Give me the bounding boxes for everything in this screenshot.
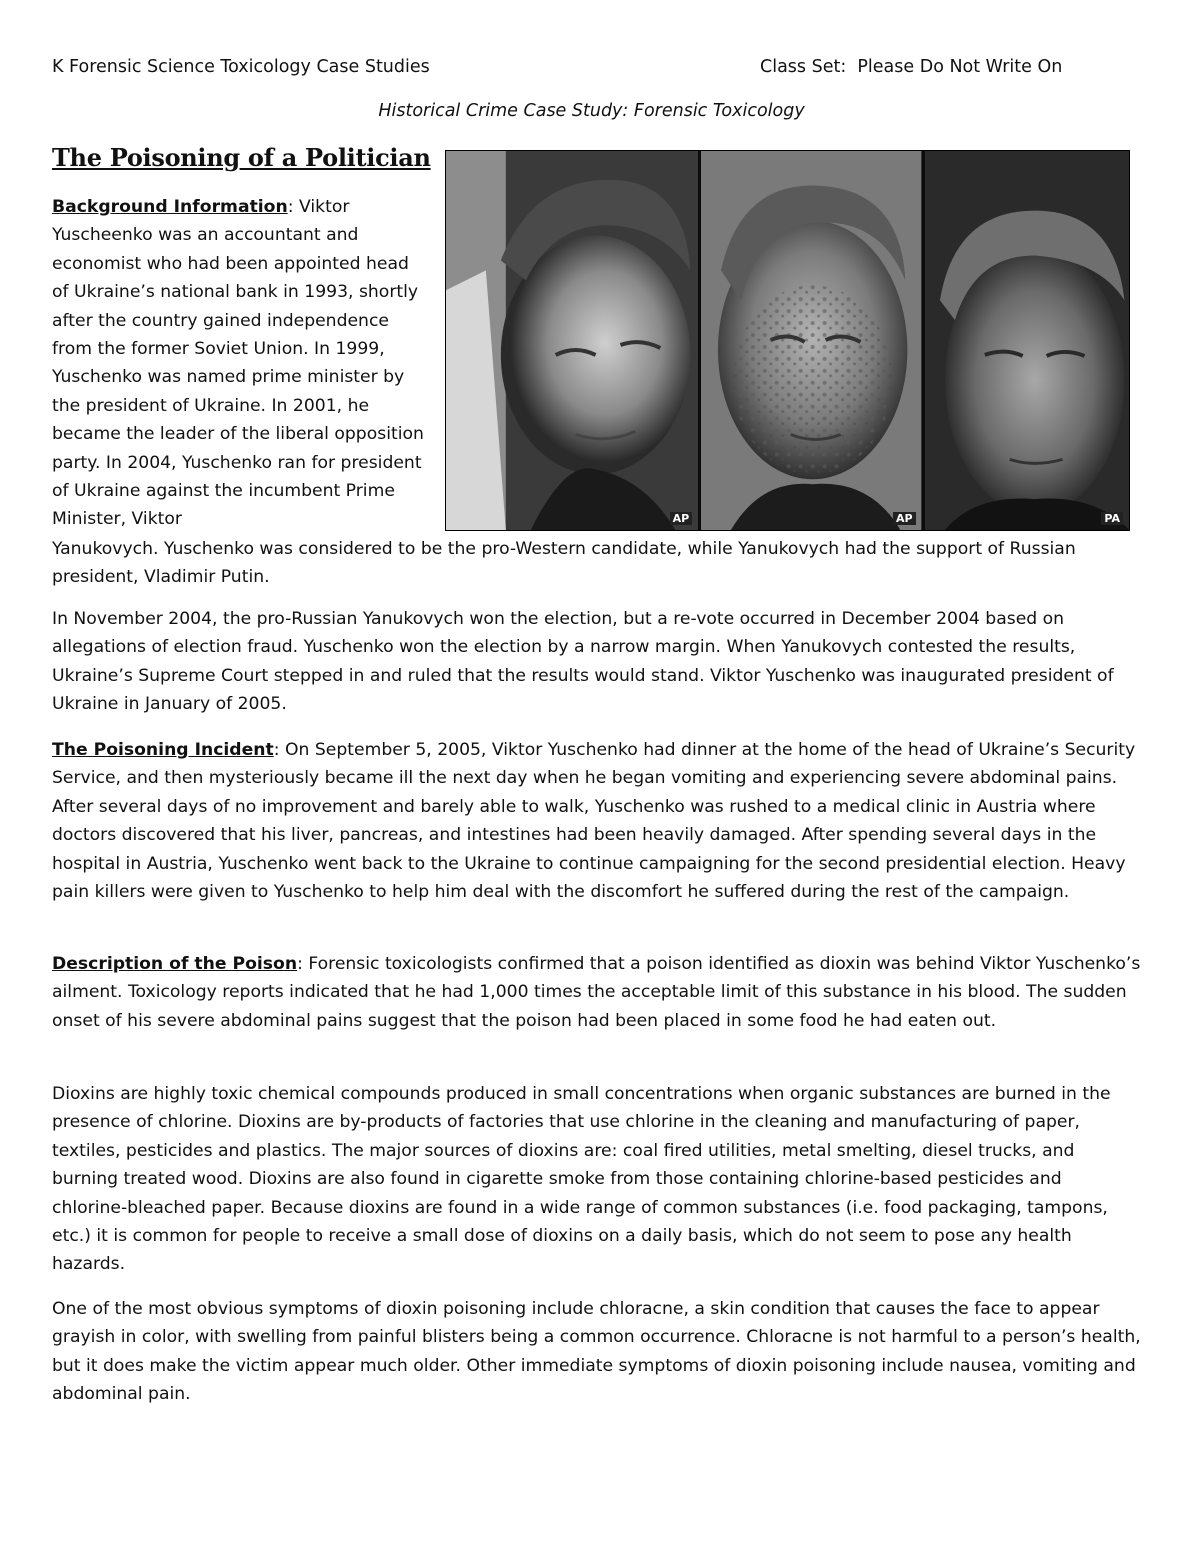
incident-text: On September 5, 2005, Viktor Yuschenko had dinner at the home of the head of Ukraine’s Security Service, and then mysteriously became ill the next day when he began vomiting and experiencing severe abdominal pains. After several days of no improvement and barely able to walk, Yuschenko was rushed to a medical clinic in Austria where doctors discovered that his liver, pancreas, and intestines had been heavily damaged. After spending several days in the hospital in Austria, Yuschenko went back to the Ukraine to continue campaigning for the second presidential election. Heavy pain killers were given to Yuschenko to help him deal with the discomfort he suffered during the rest of the campaign. [52,740,1136,903]
photo-credit-label: AP [893,512,916,525]
incident-paragraph: The Poisoning Incident: On September 5, 2005, Viktor Yuschenko had dinner at the home of the head of Ukraine’s Security Service, and then mysteriously became ill the next day when he began vomiting and experiencing severe abdominal pains. After several days of no improvement and barely able to walk, Yuschenko was rushed to a medical clinic in Austria where doctors discovered that his liver, pancreas, and intestines had been heavily damaged. After spending several days in the hospital in Austria, Yuschenko went back to the Ukraine to continue campaigning for the second presidential election. Heavy pain killers were given to Yuschenko to help him deal with the discomfort he suffered during the rest of the campaign. [52,740,1136,903]
header-course-title: K Forensic Science Toxicology Case Studies [52,57,430,77]
poison-text: Forensic toxicologists confirmed that a poison identified as dioxin was behind Viktor Yuschenko’s ailment. Toxicology reports indicated that he had 1,000 times the acceptable limit of this substance in his blood. The sudden onset of his severe abdominal pains suggest that the poison had been placed in some food he had eaten out. [52,954,1141,1031]
poison-heading: Description of the Poison [52,954,298,974]
background-heading: Background Information [52,197,288,217]
poison-paragraph: Description of the Poison: Forensic toxicologists confirmed that a poison identified as dioxin was behind Viktor Yuschenko’s ailment. Toxicology reports indicated that he had 1,000 times the acceptable limit of this substance in his blood. The sudden onset of his severe abdominal pains suggest that the poison had been placed in some food he had eaten out. [52,954,1141,1031]
header-class-set-note: Class Set: Please Do Not Write On [760,57,1063,77]
photo-later-recovery [925,151,1129,530]
background-paragraph: Background Information: Viktor Yuscheenko was an accountant and economist who had been appointed head of Ukraine’s national bank in 1993, shortly after the country gained independence from the former Soviet Union. In 1999, Yuschenko was named prime minister by the president of Ukraine. In 2001, he became the leader of the liberal opposition party. In 2004, Yuschenko ran for president of Ukraine against the incumbent Prime Minister, Viktor [52,197,424,530]
photo-credit-label: PA [1101,512,1123,525]
incident-heading: The Poisoning Incident [52,740,274,760]
symptoms-paragraph: One of the most obvious symptoms of dioxin poisoning include chloracne, a skin condition that causes the face to appear grayish in color, with swelling from painful blisters being a common occurrence. Chloracne is not harmful to a person’s health, but it does make the victim appear much older. Other immediate symptoms of dioxin poisoning include nausea, vomiting and abdominal pain. [52,1299,1141,1405]
dioxins-paragraph: Dioxins are highly toxic chemical compounds produced in small concentrations when organic substances are burned in the presence of chlorine. Dioxins are by-products of factories that use chlorine in the cleaning and manufacturing of paper, textiles, pesticides and plastics. The major sources of dioxins are: coal fired utilities, metal smelting, diesel trucks, and burning treated wood. Dioxins are also found in cigarette smoke from those containing chlorine-based pesticides and chlorine-bleached paper. Because dioxins are found in a wide range of common substances (i.e. food packaging, tampons, etc.) it is common for people to receive a small dose of dioxins on a daily basis, which do not seem to pose any health hazards. [52,1084,1111,1275]
election-paragraph: In November 2004, the pro-Russian Yanukovych won the election, but a re-vote occurred in December 2004 based on allegations of election fraud. Yuschenko won the election by a narrow margin. When Yanukovych contested the results, Ukraine’s Supreme Court stepped in and ruled that the results would stand. Viktor Yuschenko was inaugurated president of Ukraine in January of 2005. [52,609,1114,715]
photo-strip [445,150,1130,531]
photo-before-poisoning [446,151,698,530]
background-paragraph-continued: Yanukovych. Yuschenko was considered to be the pro-Western candidate, while Yanukovych had the support of Russian president, Vladimir Putin. [52,539,1076,588]
photo-credit-label: AP [670,512,693,525]
page-subtitle: Historical Crime Case Study: Forensic Toxicology [378,101,805,121]
background-text-part-a: Viktor Yuscheenko was an accountant and economist who had been appointed head of Ukraine’s national bank in 1993, shortly after the country gained independence from the former Soviet Union. In 1999, Yuschenko was named prime minister by the president of Ukraine. In 2001, he became the leader of the liberal opposition party. In 2004, Yuschenko ran for president of Ukraine against the incumbent Prime Minister, Viktor [52,197,424,530]
photo-after-poisoning [701,151,921,530]
page-title: The Poisoning of a Politician [52,143,431,172]
